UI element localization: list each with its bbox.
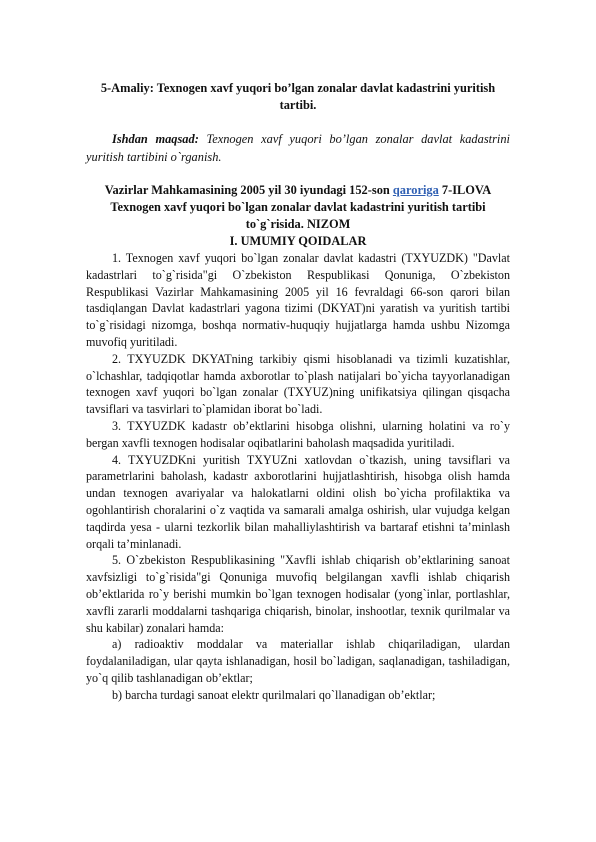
decree-heading	[86, 182, 510, 233]
paragraph-4: 4. TXYUZDKni yuritish TXYUZni xatlovdan o`tkazish, uning tavsiflari va parametrlarini baholash, kadastr axborotlarini hujjatlashtirish, hisobga olish hamda undan texnogen avariyalar va halokatlarni oldini olish bo`yicha profilaktika va ogohlantirish choralarini o`z vaqtida va samarali amalga oshirish, ular vujudga kelgan taqdirda yesa - ularni tezkorlik bilan mahalliylashtirish va bartaraf etishni ta’minlash orqali ta’minlanadi.	[86, 452, 510, 551]
paragraph-1: 1. Texnogen xavf yuqori bo`lgan zonalar davlat kadastri (TXYUZDK) "Davlat kadastrlari to`g`risida"gi O`zbekiston Respublikasi Qonuniga, O`zbekiston Respublikasi Vazirlar Mahkamasining 2005 yil 16 fevraldagi 66-son qarori bilan tasdiqlangan Davlat kadastrlari yagona tizimi (DKYAT)ni yaratish va yuritish tartibi to`g`risidagi nizomga, boshqa normativ-huquqiy hujjatlarga hamda ushbu Nizomga muvofiq yuritiladi.	[86, 251, 510, 349]
document-title: 5-Amaliy: Texnogen xavf yuqori bo’lgan zonalar davlat kadastrini yuritish tartibi.	[100, 81, 496, 112]
decree-link[interactable]: qaroriga	[392, 183, 439, 197]
section-heading: I. UMUMIY QOIDALAR	[229, 234, 367, 248]
paragraph-2: 2. TXYUZDK DKYATning tarkibiy qismi hisoblanadi va tizimli kuzatishlar, o`lchashlar, tadqiqotlar hamda axborotlar to`plash natijalari bo`yicha tayyorlanadigan texnogen xavf yuqori bo`lgan zonalar (TXYUZ)ning unifikatsiya qilingan qisqacha tavsiflari va tasvirlari to`plamidan iborat bo`ladi.	[86, 351, 510, 417]
goal-paragraph	[86, 131, 510, 166]
document-page	[86, 80, 510, 704]
decree-line-1	[86, 182, 510, 199]
paragraph-5: 5. O`zbekiston Respublikasining "Xavfli ishlab chiqarish ob’ektlarining sanoat xavfsizligi to`g`risida"gi Qonuniga muvofiq belgilangan xavfli ishlab chiqarish ob’ektlarida ro`y berishi mumkin bo`lgan texnogen hodisalar (yong`inlar, portlashlar, xavfli zararli moddalarni tashqariga chiqarish, binolar, inshootlar, texnik qurilmalar va shu kabilar) zonalari hamda:	[86, 553, 510, 635]
decree-line-2: Texnogen xavf yuqori bo`lgan zonalar davlat kadastrini yuritish tartibi to`g`risida. NIZOM	[110, 200, 486, 231]
decree-prefix: Vazirlar Mahkamasining 2005 yil 30 iyundagi 152-son	[104, 183, 393, 197]
goal-label: Ishdan maqsad:	[112, 132, 199, 146]
decree-suffix: 7-ILOVA	[438, 183, 492, 197]
paragraph-5b: b) barcha turdagi sanoat elektr qurilmalari qo`llanadigan ob’ektlar;	[112, 687, 436, 702]
goal-text: Texnogen xavf yuqori bo’lgan zonalar davlat kadastrini yuritish tartibini o`rganish.	[86, 132, 510, 164]
paragraph-5a: a) radioaktiv moddalar va materiallar ishlab chiqariladigan, ulardan foydalaniladigan, ular qayta ishlanadigan, hosil bo`ladigan, saqlanadigan, tashiladigan, yo`q qilib tashlanadigan ob’ektlar;	[86, 637, 510, 685]
paragraph-3: 3. TXYUZDK kadastr ob’ektlarini hisobga olishni, ularning holatini va ro`y bergan xavfli texnogen hodisalar oqibatlarini baholash maqsadida yuritiladi.	[86, 418, 510, 450]
